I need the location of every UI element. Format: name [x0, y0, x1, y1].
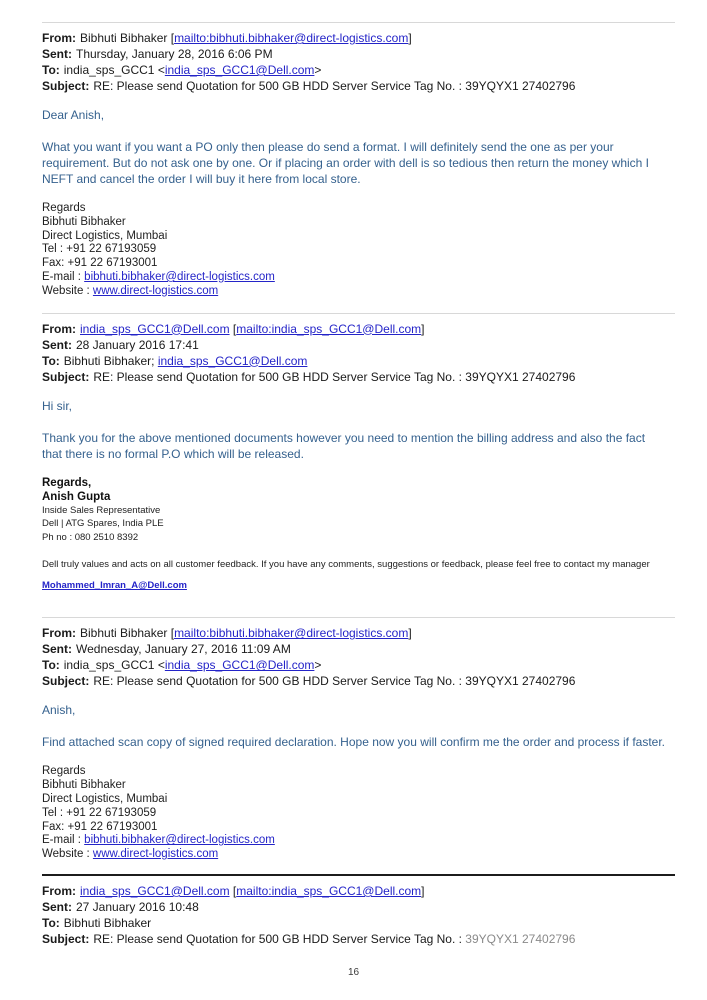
greeting: Anish, [42, 703, 76, 718]
signature-line: Tel : +91 22 67193059 [42, 806, 157, 819]
from-line: From: india_sps_GCC1@Dell.com [mailto:india_sps_GCC1@Dell.com] [42, 883, 425, 898]
signature-line: Ph no : 080 2510 8392 [42, 531, 139, 543]
signature-line: Direct Logistics, Mumbai [42, 792, 168, 805]
from-mailto-link[interactable]: mailto:india_sps_GCC1@Dell.com [236, 321, 422, 336]
to-line: To: Bibhuti Bibhaker; india_sps_GCC1@Dell.com [42, 353, 308, 368]
from-email-link[interactable]: mailto:bibhuti.bibhaker@direct-logistics.com [174, 31, 409, 45]
email-header [42, 625, 675, 689]
email-body: What you want if you want a PO only then please do send a format. I will definitely send the one as per your requirement. But do not ask one by one. Or if placing an order with dell is so tedious then return the money which I NEFT and cancel the order I will buy it here from local store. [42, 140, 650, 186]
from-email-link[interactable]: india_sps_GCC1@Dell.com [80, 883, 230, 898]
subject-line: Subject: RE: Please send Quotation for 500 GB HDD Server Service Tag No. : 39YQYX1 27402796 [42, 79, 576, 93]
from-mailto-link[interactable]: mailto:india_sps_GCC1@Dell.com [236, 883, 422, 898]
subject-line: Subject: RE: Please send Quotation for 500 GB HDD Server Service Tag No. : 39YQYX1 27402796 [42, 931, 576, 946]
signature-line: Bibhuti Bibhaker [42, 779, 126, 792]
email-header [42, 30, 675, 94]
email-header [42, 883, 675, 947]
signature-line: Dell | ATG Spares, India PLE [42, 518, 164, 530]
email-message-3 [42, 625, 675, 862]
signature-website-line: Website : www.direct-logistics.com [42, 848, 219, 861]
signature-block [42, 765, 675, 862]
signature-email-line: E-mail : bibhuti.bibhaker@direct-logistics.com [42, 270, 275, 283]
signature-line: Tel : +91 22 67193059 [42, 243, 157, 256]
signature-line: Fax: +91 22 67193001 [42, 820, 158, 833]
signature-line: Regards [42, 765, 86, 778]
from-line: From: Bibhuti Bibhaker [mailto:bibhuti.bibhaker@direct-logistics.com] [42, 626, 412, 641]
to-email-link[interactable]: india_sps_GCC1@Dell.com [164, 63, 315, 77]
email-header [42, 321, 675, 385]
feedback-note: Dell truly values and acts on all customer feedback. If you have any comments, suggestions or feedback, please feel free to contact my manager Mohammed_Imran_A@Dell.com [42, 559, 650, 592]
signature-line: Fax: +91 22 67193001 [42, 257, 158, 270]
to-email-link[interactable]: india_sps_GCC1@Dell.com [164, 658, 315, 673]
signature-email-line: E-mail : bibhuti.bibhaker@direct-logistics.com [42, 834, 275, 847]
to-line: To: india_sps_GCC1 <india_sps_GCC1@Dell.com> [42, 63, 322, 77]
from-email-link[interactable]: mailto:bibhuti.bibhaker@direct-logistics.com [174, 626, 409, 641]
subject-line: Subject: RE: Please send Quotation for 500 GB HDD Server Service Tag No. : 39YQYX1 27402796 [42, 674, 576, 689]
signature-line: Anish Gupta [42, 490, 111, 503]
signature-email-link[interactable]: bibhuti.bibhaker@direct-logistics.com [84, 834, 275, 847]
sent-line: Sent: 27 January 2016 10:48 [42, 899, 199, 914]
signature-line: Bibhuti Bibhaker [42, 215, 126, 228]
email-body: Thank you for the above mentioned documents however you need to mention the billing address and also the fact that there is no formal P.O which will be released. [42, 430, 646, 461]
to-line: To: Bibhuti Bibhaker [42, 915, 152, 930]
divider [42, 617, 675, 618]
greeting: Dear Anish, [42, 108, 105, 122]
to-line: To: india_sps_GCC1 <india_sps_GCC1@Dell.com> [42, 658, 322, 673]
divider-dark [42, 874, 675, 876]
greeting: Hi sir, [42, 398, 72, 413]
signature-block [42, 202, 675, 299]
from-email-link[interactable]: india_sps_GCC1@Dell.com [80, 321, 230, 336]
signature-website-link[interactable]: www.direct-logistics.com [92, 284, 219, 297]
subject-faded-tail: 39YQYX1 27402796 [465, 931, 576, 946]
email-message-4 [42, 883, 675, 947]
page-number: 16 [347, 967, 360, 978]
from-line: From: india_sps_GCC1@Dell.com [mailto:india_sps_GCC1@Dell.com] [42, 321, 425, 336]
from-line: From: Bibhuti Bibhaker [mailto:bibhuti.bibhaker@direct-logistics.com] [42, 31, 412, 45]
signature-line: Regards [42, 202, 86, 214]
signature-line: Inside Sales Representative [42, 504, 161, 516]
manager-email-link[interactable]: Mohammed_Imran_A@Dell.com [42, 580, 187, 592]
signature-line: Direct Logistics, Mumbai [42, 229, 168, 242]
sent-line: Sent: Thursday, January 28, 2016 6:06 PM [42, 47, 273, 61]
sent-line: Sent: 28 January 2016 17:41 [42, 337, 199, 352]
email-message-1 [42, 30, 675, 299]
signature-website-link[interactable]: www.direct-logistics.com [92, 848, 219, 861]
to-email-link[interactable]: india_sps_GCC1@Dell.com [157, 353, 308, 368]
email-message-2 [42, 321, 675, 597]
signature-line: Regards, [42, 476, 92, 489]
sent-line: Sent: Wednesday, January 27, 2016 11:09 AM [42, 642, 291, 657]
divider [42, 22, 675, 23]
signature-email-link[interactable]: bibhuti.bibhaker@direct-logistics.com [84, 270, 275, 283]
signature-website-line: Website : www.direct-logistics.com [42, 284, 219, 297]
divider [42, 313, 675, 314]
subject-line: Subject: RE: Please send Quotation for 500 GB HDD Server Service Tag No. : 39YQYX1 27402796 [42, 369, 576, 384]
email-body: Find attached scan copy of signed required declaration. Hope now you will confirm me the order and process if faster. [42, 735, 665, 750]
signature-block [42, 476, 675, 545]
